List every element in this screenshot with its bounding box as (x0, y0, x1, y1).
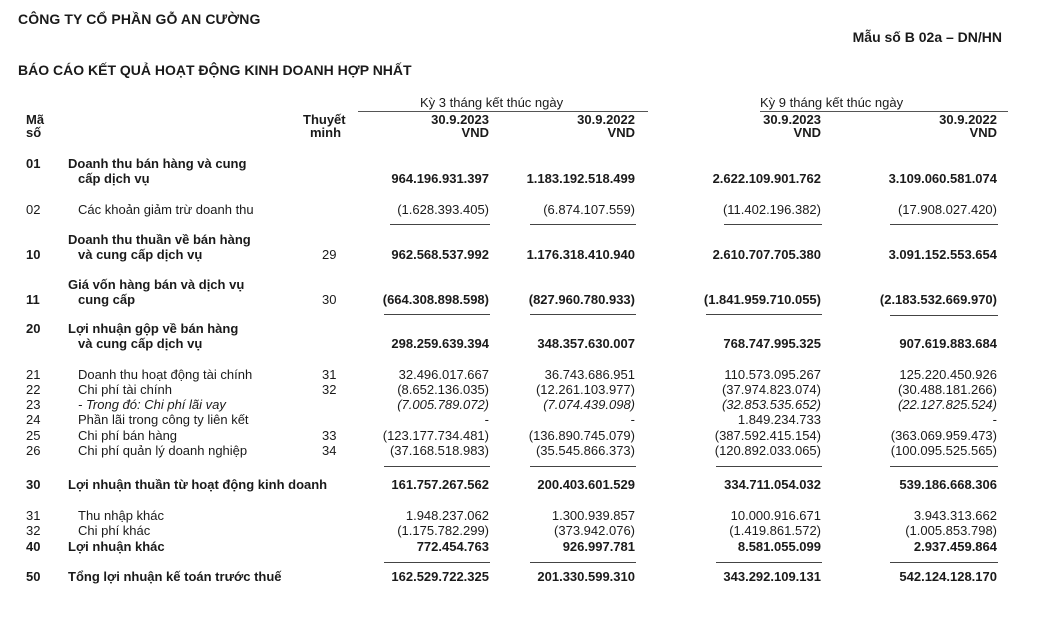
value-3m-2022: 201.330.599.310 (537, 569, 635, 584)
value-9m-2022: 3.109.060.581.074 (888, 171, 997, 186)
period-3-months: Kỳ 3 tháng kết thúc ngày (420, 95, 564, 110)
subtotal-rule (530, 562, 636, 563)
note-header-line2: minh (310, 125, 342, 140)
value-9m-2023: 2.610.707.705.380 (712, 247, 821, 262)
row-code: 02 (26, 202, 41, 217)
value-9m-2022: (22.127.825.524) (897, 397, 997, 412)
currency-col2: VND (607, 125, 635, 140)
row-note: 30 (322, 292, 337, 307)
value-3m-2023: (1.175.782.299) (397, 523, 489, 538)
value-3m-2023: (1.628.393.405) (397, 202, 489, 217)
row-label: Tổng lợi nhuận kế toán trước thuế (68, 569, 282, 584)
value-3m-2022: 1.183.192.518.499 (526, 171, 635, 186)
row-code: 30 (26, 477, 41, 492)
row-label: Chi phí quản lý doanh nghiệp (78, 443, 248, 458)
subtotal-rule (530, 314, 636, 315)
value-9m-2023: (1.419.861.572) (729, 523, 821, 538)
value-3m-2023: 964.196.931.397 (391, 171, 489, 186)
value-9m-2022: 3.091.152.553.654 (888, 247, 997, 262)
row-note: 29 (322, 247, 337, 262)
row-code: 40 (26, 539, 41, 554)
value-9m-2023: (11.402.196.382) (722, 202, 821, 217)
value-3m-2022: (6.874.107.559) (543, 202, 635, 217)
value-9m-2023: (37.974.823.074) (721, 382, 821, 397)
value-9m-2022: 125.220.450.926 (899, 367, 997, 382)
date-col2: 30.9.2022 (577, 112, 635, 127)
value-3m-2022: - (630, 412, 635, 427)
subtotal-rule (384, 314, 490, 315)
subtotal-rule (890, 562, 998, 563)
value-3m-2022: (12.261.103.977) (535, 382, 635, 397)
row-code: 32 (26, 523, 41, 538)
value-9m-2023: (387.592.415.154) (714, 428, 821, 443)
row-label-cont: cung cấp (78, 292, 136, 307)
value-3m-2023: 161.757.267.562 (391, 477, 489, 492)
value-9m-2022: 539.186.668.306 (899, 477, 997, 492)
row-code: 31 (26, 508, 41, 523)
value-9m-2022: (2.183.532.669.970) (879, 292, 997, 307)
value-3m-2023: 772.454.763 (416, 539, 489, 554)
row-label: Phần lãi trong công ty liên kết (78, 412, 249, 427)
row-code: 23 (26, 397, 41, 412)
subtotal-rule (716, 466, 822, 467)
row-code: 20 (26, 321, 41, 336)
row-label-cont: và cung cấp dịch vụ (78, 247, 203, 262)
value-3m-2023: (37.168.518.983) (389, 443, 489, 458)
value-9m-2023: 8.581.055.099 (737, 539, 821, 554)
row-code: 22 (26, 382, 41, 397)
note-header-line1: Thuyết (303, 112, 346, 127)
row-label: Lợi nhuận thuần từ hoạt động kinh doanh (68, 477, 328, 492)
row-code: 24 (26, 412, 41, 427)
value-9m-2022: 907.619.883.684 (899, 336, 997, 351)
row-code: 25 (26, 428, 41, 443)
value-3m-2022: (136.890.745.079) (528, 428, 635, 443)
row-code: 11 (26, 292, 40, 307)
value-9m-2022: (17.908.027.420) (897, 202, 997, 217)
date-col3: 30.9.2023 (763, 112, 821, 127)
value-9m-2022: (100.095.525.565) (890, 443, 997, 458)
subtotal-rule (716, 562, 822, 563)
value-3m-2023: (664.308.898.598) (382, 292, 489, 307)
currency-col1: VND (461, 125, 489, 140)
subtotal-rule (890, 466, 998, 467)
subtotal-rule (384, 562, 490, 563)
value-9m-2023: (32.853.535.652) (721, 397, 821, 412)
subtotal-rule (890, 315, 998, 316)
value-9m-2022: 2.937.459.864 (913, 539, 997, 554)
subtotal-rule (530, 466, 636, 467)
row-label: Lợi nhuận gộp về bán hàng (68, 321, 239, 336)
value-3m-2022: (35.545.866.373) (535, 443, 635, 458)
row-code: 10 (26, 247, 41, 262)
value-3m-2023: - (484, 412, 489, 427)
value-9m-2022: (30.488.181.266) (897, 382, 997, 397)
form-code: Mẫu số B 02a – DN/HN (852, 29, 1002, 45)
currency-col3: VND (793, 125, 821, 140)
row-code: 26 (26, 443, 41, 458)
value-9m-2023: 10.000.916.671 (730, 508, 821, 523)
row-label: Chi phí khác (78, 523, 151, 538)
value-3m-2023: (8.652.136.035) (397, 382, 489, 397)
date-col4: 30.9.2022 (939, 112, 997, 127)
row-label: Lợi nhuận khác (68, 539, 165, 554)
row-label: Chi phí tài chính (78, 382, 172, 397)
row-code: 21 (26, 367, 41, 382)
value-3m-2022: (7.074.439.098) (543, 397, 635, 412)
value-3m-2023: 962.568.537.992 (391, 247, 489, 262)
value-9m-2023: 110.573.095.267 (724, 367, 821, 382)
subtotal-rule (706, 314, 822, 315)
subtotal-rule (724, 224, 822, 225)
value-9m-2023: 2.622.109.901.762 (712, 171, 821, 186)
value-9m-2022: 542.124.128.170 (899, 569, 997, 584)
row-label: Doanh thu bán hàng và cung (68, 156, 247, 171)
value-3m-2023: (123.177.734.481) (382, 428, 489, 443)
row-note: 32 (322, 382, 337, 397)
value-3m-2023: 298.259.639.394 (391, 336, 489, 351)
row-label: Doanh thu thuần về bán hàng (68, 232, 251, 247)
value-9m-2023: 334.711.054.032 (724, 477, 821, 492)
row-note: 31 (322, 367, 337, 382)
row-label-cont: và cung cấp dịch vụ (78, 336, 203, 351)
value-9m-2022: (363.069.959.473) (890, 428, 997, 443)
subtotal-rule (530, 224, 636, 225)
value-3m-2022: 348.357.630.007 (537, 336, 635, 351)
company-name: CÔNG TY CỔ PHẦN GỖ AN CƯỜNG (18, 11, 261, 27)
value-3m-2022: (373.942.076) (554, 523, 635, 538)
value-3m-2022: (827.960.780.933) (528, 292, 635, 307)
value-3m-2023: 1.948.237.062 (405, 508, 489, 523)
row-label: Các khoản giảm trừ doanh thu (78, 202, 254, 217)
value-9m-2023: 768.747.995.325 (723, 336, 821, 351)
row-code: 50 (26, 569, 41, 584)
row-label-cont: cấp dịch vụ (78, 171, 150, 186)
value-3m-2022: 1.300.939.857 (551, 508, 635, 523)
value-3m-2022: 36.743.686.951 (544, 367, 635, 382)
subtotal-rule (890, 224, 998, 225)
row-label: - Trong đó: Chi phí lãi vay (78, 397, 226, 412)
report-title: BÁO CÁO KẾT QUẢ HOẠT ĐỘNG KINH DOANH HỢP NHẤT (18, 62, 412, 78)
currency-col4: VND (969, 125, 997, 140)
row-note: 34 (322, 443, 337, 458)
value-9m-2022: - (992, 412, 997, 427)
row-label: Doanh thu hoạt động tài chính (78, 367, 253, 382)
subtotal-rule (384, 466, 490, 467)
row-code: 01 (26, 156, 41, 171)
value-3m-2023: 162.529.722.325 (391, 569, 489, 584)
code-header-line2: số (26, 125, 42, 140)
value-3m-2022: 200.403.601.529 (537, 477, 635, 492)
value-9m-2022: 3.943.313.662 (913, 508, 997, 523)
row-label: Giá vốn hàng bán và dịch vụ (68, 277, 245, 292)
value-3m-2023: (7.005.789.072) (397, 397, 489, 412)
value-9m-2023: 343.292.109.131 (723, 569, 821, 584)
value-3m-2022: 1.176.318.410.940 (526, 247, 635, 262)
row-label: Chi phí bán hàng (78, 428, 178, 443)
row-label: Thu nhập khác (78, 508, 165, 523)
code-header-line1: Mã (26, 112, 45, 127)
value-9m-2023: 1.849.234.733 (737, 412, 821, 427)
subtotal-rule (390, 224, 490, 225)
period-9-months: Kỳ 9 tháng kết thúc ngày (760, 95, 904, 110)
value-3m-2022: 926.997.781 (562, 539, 635, 554)
value-9m-2023: (1.841.959.710.055) (703, 292, 821, 307)
row-note: 33 (322, 428, 337, 443)
value-3m-2023: 32.496.017.667 (398, 367, 489, 382)
value-9m-2022: (1.005.853.798) (905, 523, 997, 538)
date-col1: 30.9.2023 (431, 112, 489, 127)
value-9m-2023: (120.892.033.065) (714, 443, 821, 458)
